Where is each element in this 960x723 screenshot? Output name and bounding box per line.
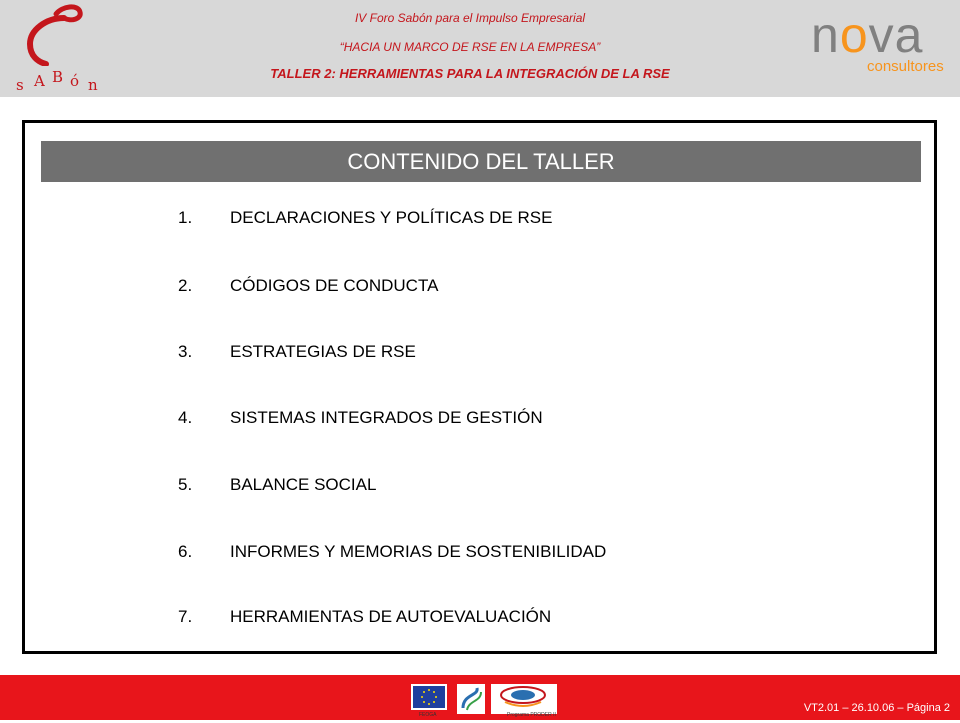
- list-item-number: 1.: [178, 208, 193, 227]
- workshop-title: TALLER 2: HERRAMIENTAS PARA LA INTEGRACIÓN DE LA RSE: [270, 66, 670, 81]
- nova-subtitle: consultores: [867, 58, 944, 75]
- list-item-label: ESTRATEGIAS DE RSE: [230, 342, 416, 361]
- list-item-label: CÓDIGOS DE CONDUCTA: [230, 276, 439, 295]
- sabon-letter: s: [16, 76, 24, 94]
- list-item-label: SISTEMAS INTEGRADOS DE GESTIÓN: [230, 408, 543, 427]
- agader-logo-icon: [457, 684, 485, 714]
- list-item-label: HERRAMIENTAS DE AUTOEVALUACIÓN: [230, 607, 552, 626]
- footer-band: [0, 675, 960, 720]
- header-titles: [200, 10, 740, 82]
- sabon-swirl-icon: [16, 4, 96, 66]
- feoga-caption: FEOGA: [419, 712, 437, 718]
- content-frame: [22, 120, 937, 654]
- list-item-number: 3.: [178, 342, 193, 361]
- nova-logo: [805, 6, 955, 86]
- footer-logos: [411, 684, 561, 718]
- forum-title: IV Foro Sabón para el Impulso Empresarial: [354, 11, 586, 25]
- sabon-letters: [12, 66, 104, 96]
- proder-caption: Programa PRODER II: [507, 712, 556, 718]
- page-info: VT2.01 – 26.10.06 – Página 2: [803, 702, 950, 714]
- header-band: [0, 0, 960, 97]
- list-item-number: 5.: [178, 475, 193, 494]
- list-item-label: DECLARACIONES Y POLÍTICAS DE RSE: [230, 208, 553, 227]
- sabon-letter: A: [34, 72, 45, 90]
- sabon-letter: B: [52, 68, 64, 86]
- list-item-label: INFORMES Y MEMORIAS DE SOSTENIBILIDAD: [230, 542, 607, 561]
- list-item-number: 7.: [178, 607, 193, 626]
- list-item-number: 4.: [178, 408, 193, 427]
- forum-subtitle: “HACIA UN MARCO DE RSE EN LA EMPRESA”: [339, 40, 601, 54]
- nova-wordmark: nova: [811, 7, 924, 63]
- proder-logo-icon: [491, 684, 557, 714]
- sabon-letter: ó: [70, 72, 80, 90]
- content-title: CONTENIDO DEL TALLER: [41, 141, 921, 182]
- eu-flag-icon: [411, 684, 447, 710]
- sabon-letter: n: [88, 76, 98, 94]
- list-item-number: 6.: [178, 542, 193, 561]
- list-item-number: 2.: [178, 276, 193, 295]
- sabon-logo: [6, 4, 106, 92]
- list-item-label: BALANCE SOCIAL: [230, 475, 377, 494]
